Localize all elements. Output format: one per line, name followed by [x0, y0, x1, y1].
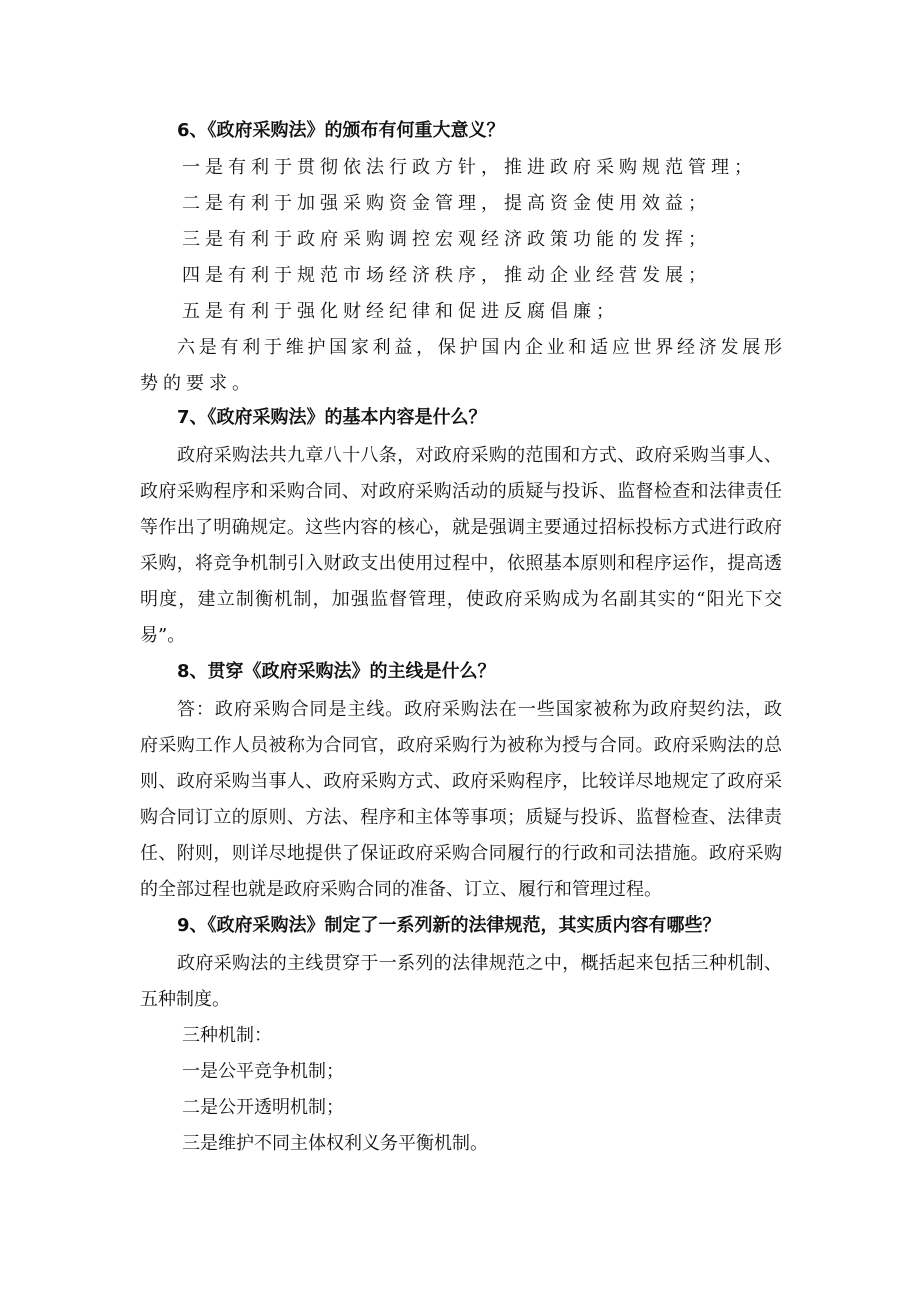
q8-line-6: 的全部过程也就是政府采购合同的准备、订立、履行和管理过程。	[140, 879, 662, 900]
q6-item-1: 一是有利于贯彻依法行政方针，推进政府采购规范管理；	[182, 157, 757, 178]
q9-mechanism-2: 二是公开透明机制；	[182, 1097, 344, 1118]
q8-line-3: 则、政府采购当事人、政府采购方式、政府采购程序，比较详尽地规定了政府采	[140, 771, 782, 792]
q7-line-4: 采购，将竞争机制引入财政支出使用过程中，依照基本原则和程序运作，提高透	[140, 553, 782, 574]
q9-mechanism-3: 三是维护不同主体权利义务平衡机制。	[182, 1133, 488, 1154]
q6-item-5: 五是有利于强化财经纪律和促进反腐倡廉；	[182, 301, 619, 322]
q9-mechanism-1: 一是公平竞争机制；	[182, 1061, 344, 1082]
q6-item-3: 三是有利于政府采购调控宏观经济政策功能的发挥；	[182, 229, 711, 250]
q6-item-6-line-2: 势的要求。	[140, 373, 255, 394]
q8-heading: 8、贯穿《政府采购法》的主线是什么？	[177, 661, 496, 682]
q7-line-6: 易”。	[140, 625, 186, 646]
q8-line-1: 答：政府采购合同是主线。政府采购法在一些国家被称为政府契约法，政	[177, 699, 782, 720]
q7-heading: 7、《政府采购法》的基本内容是什么？	[177, 407, 487, 428]
q6-item-6-line-1: 六是有利于维护国家利益，保护国内企业和适应世界经济发展形	[177, 337, 782, 358]
q7-line-1: 政府采购法共九章八十八条，对政府采购的范围和方式、政府采购当事人、	[177, 445, 782, 466]
q8-line-5: 任、附则，则详尽地提供了保证政府采购合同履行的行政和司法措施。政府采购	[140, 843, 782, 864]
q6-item-4: 四是有利于规范市场经济秩序，推动企业经营发展；	[182, 265, 711, 286]
q6-item-2: 二是有利于加强采购资金管理，提高资金使用效益；	[182, 193, 711, 214]
q9-line-2: 五种制度。	[140, 989, 230, 1010]
q7-line-3: 等作出了明确规定。这些内容的核心，就是强调主要通过招标投标方式进行政府	[140, 517, 782, 538]
q8-line-4: 购合同订立的原则、方法、程序和主体等事项；质疑与投诉、监督检查、法律责	[140, 807, 782, 828]
q7-line-5: 明度，建立制衡机制，加强监督管理，使政府采购成为名副其实的“阳光下交	[140, 589, 782, 610]
q9-heading: 9、《政府采购法》制定了一系列新的法律规范，其实质内容有哪些？	[177, 915, 721, 936]
q9-mechanisms-label: 三种机制：	[182, 1025, 272, 1046]
q9-line-1: 政府采购法的主线贯穿于一系列的法律规范之中，概括起来包括三种机制、	[177, 953, 782, 974]
q7-line-2: 政府采购程序和采购合同、对政府采购活动的质疑与投诉、监督检查和法律责任	[140, 481, 782, 502]
q8-line-2: 府采购工作人员被称为合同官，政府采购行为被称为授与合同。政府采购法的总	[140, 735, 782, 756]
q6-heading: 6、《政府采购法》的颁布有何重大意义？	[177, 120, 505, 141]
